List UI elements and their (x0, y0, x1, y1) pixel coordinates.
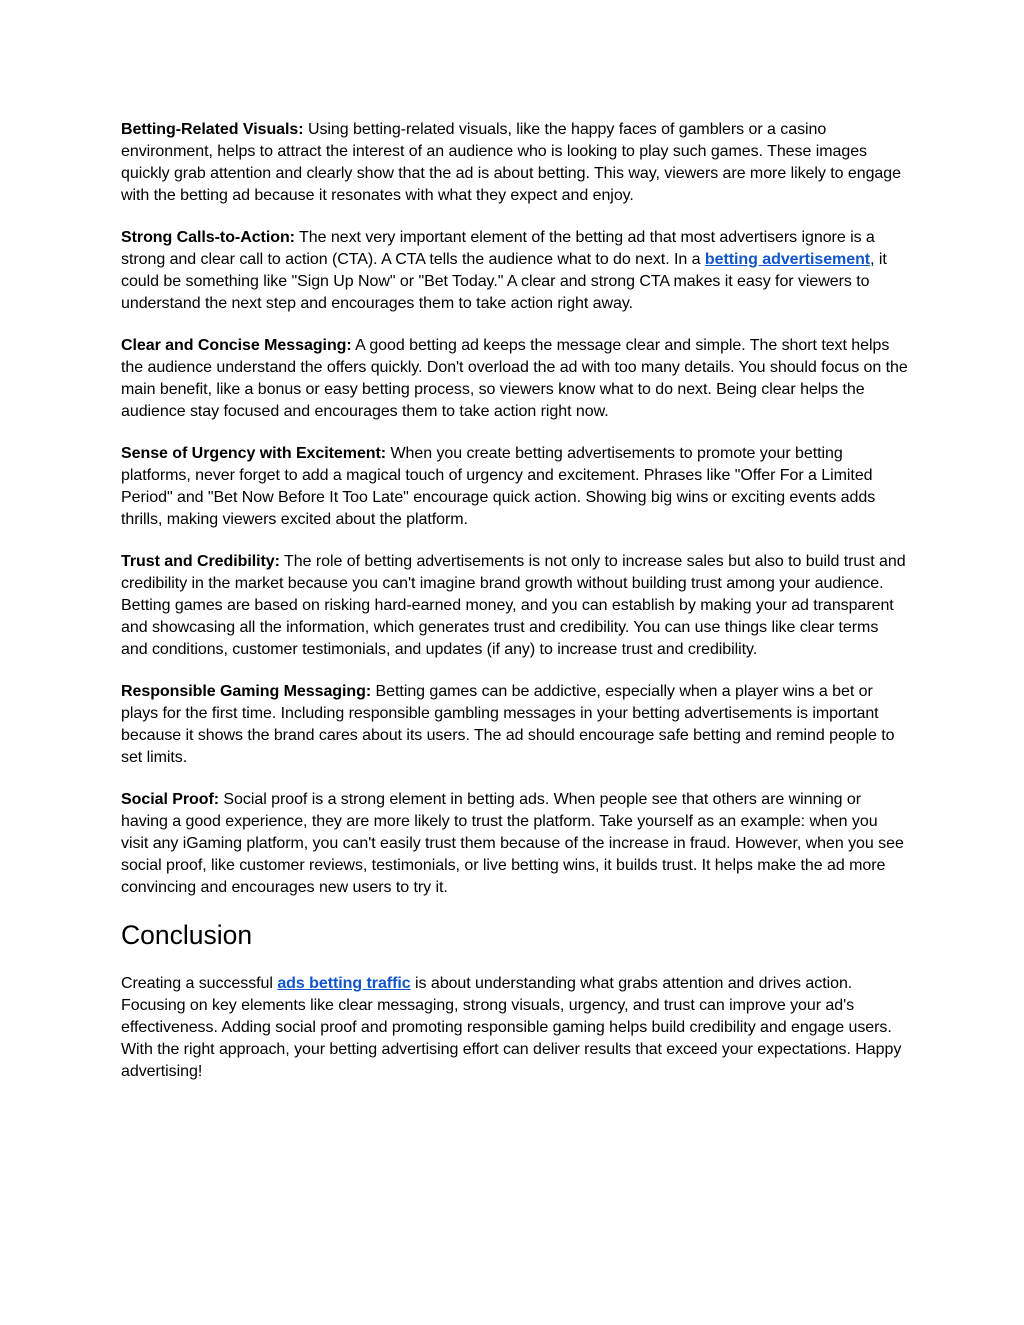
paragraph-text: Creating a successful (121, 975, 278, 992)
paragraph-heading: Sense of Urgency with Excitement: (121, 445, 387, 462)
paragraph-responsible-gaming (121, 681, 908, 769)
paragraph-text: A good betting ad keeps the message clear and simple. The short text helps the audience understand the offers quickly. Don't overload the ad with too many details. You should focus on the main benefit, like a bonus or easy betting process, so viewers know what to do next. Being clear helps the audience stay focused and encourages them to take action right now. (121, 337, 908, 420)
paragraph-text: Social proof is a strong element in betting ads. When people see that others are winning or having a good experience, they are more likely to trust the platform. Take yourself as an example: when you visit any iGaming platform, you can't easily trust them because of the increase in fraud. However, when you see social proof, like customer reviews, testimonials, or live betting wins, it builds trust. It helps make the ad more convincing and encourages new users to try it. (121, 791, 904, 896)
paragraph-sense-of-urgency (121, 443, 908, 531)
paragraph-clear-concise-messaging (121, 335, 908, 423)
ads-betting-traffic-link[interactable]: ads betting traffic (277, 975, 411, 992)
paragraph-betting-related-visuals (121, 119, 908, 207)
paragraph-text: , it could be something like "Sign Up Now" or "Bet Today." A clear and strong CTA makes it easy for viewers to understand the next step and encourages them to take action right away. (121, 251, 887, 312)
paragraph-text: is about understanding what grabs attention and drives action. Focusing on key elements like clear messaging, strong visuals, urgency, and trust can improve your ad's effectiveness. Adding social proof and promoting responsible gaming helps build credibility and engage users. With the right approach, your betting advertising effort can deliver results that exceed your expectations. Happy advertising! (121, 975, 902, 1080)
paragraph-text: When you create betting advertisements to promote your betting platforms, never forget to add a magical touch of urgency and excitement. Phrases like "Offer For a Limited Period" and "Bet Now Before It Too Late" encourage quick action. Showing big wins or exciting events adds thrills, making viewers excited about the platform. (121, 445, 876, 528)
paragraph-heading: Clear and Concise Messaging: (121, 337, 352, 354)
paragraph-text: The next very important element of the betting ad that most advertisers ignore is a strong and clear call to action (CTA). A CTA tells the audience what to do next. In a (121, 229, 875, 268)
paragraph-heading: Trust and Credibility: (121, 553, 280, 570)
paragraph-heading: Strong Calls-to-Action: (121, 229, 295, 246)
paragraph-heading: Social Proof: (121, 791, 220, 808)
paragraph-conclusion (121, 973, 908, 1083)
paragraph-text: The role of betting advertisements is not only to increase sales but also to build trust and credibility in the market because you can't imagine brand growth without building trust among your audience. Betting games are based on risking hard-earned money, and you can establish by making your ad transparent and showcasing all the information, which generates trust and credibility. You can use things like clear terms and conditions, customer testimonials, and updates (if any) to increase trust and credibility. (121, 553, 906, 658)
paragraph-social-proof (121, 789, 908, 899)
paragraph-strong-calls-to-action (121, 227, 908, 315)
document-page (121, 119, 908, 1103)
paragraph-heading: Betting-Related Visuals: (121, 121, 304, 138)
paragraph-trust-and-credibility (121, 551, 908, 661)
paragraph-heading: Responsible Gaming Messaging: (121, 683, 372, 700)
paragraph-text: Using betting-related visuals, like the happy faces of gamblers or a casino environment, helps to attract the interest of an audience who is looking to play such games. These images quickly grab attention and clearly show that the ad is about betting. This way, viewers are more likely to engage with the betting ad because it resonates with what they expect and enjoy. (121, 121, 901, 204)
paragraph-text: Betting games can be addictive, especially when a player wins a bet or plays for the first time. Including responsible gambling messages in your betting advertisements is important because it shows the brand cares about its users. The ad should encourage safe betting and remind people to set limits. (121, 683, 895, 766)
betting-advertisement-link[interactable]: betting advertisement (704, 251, 871, 268)
conclusion-heading: Conclusion (121, 920, 253, 950)
